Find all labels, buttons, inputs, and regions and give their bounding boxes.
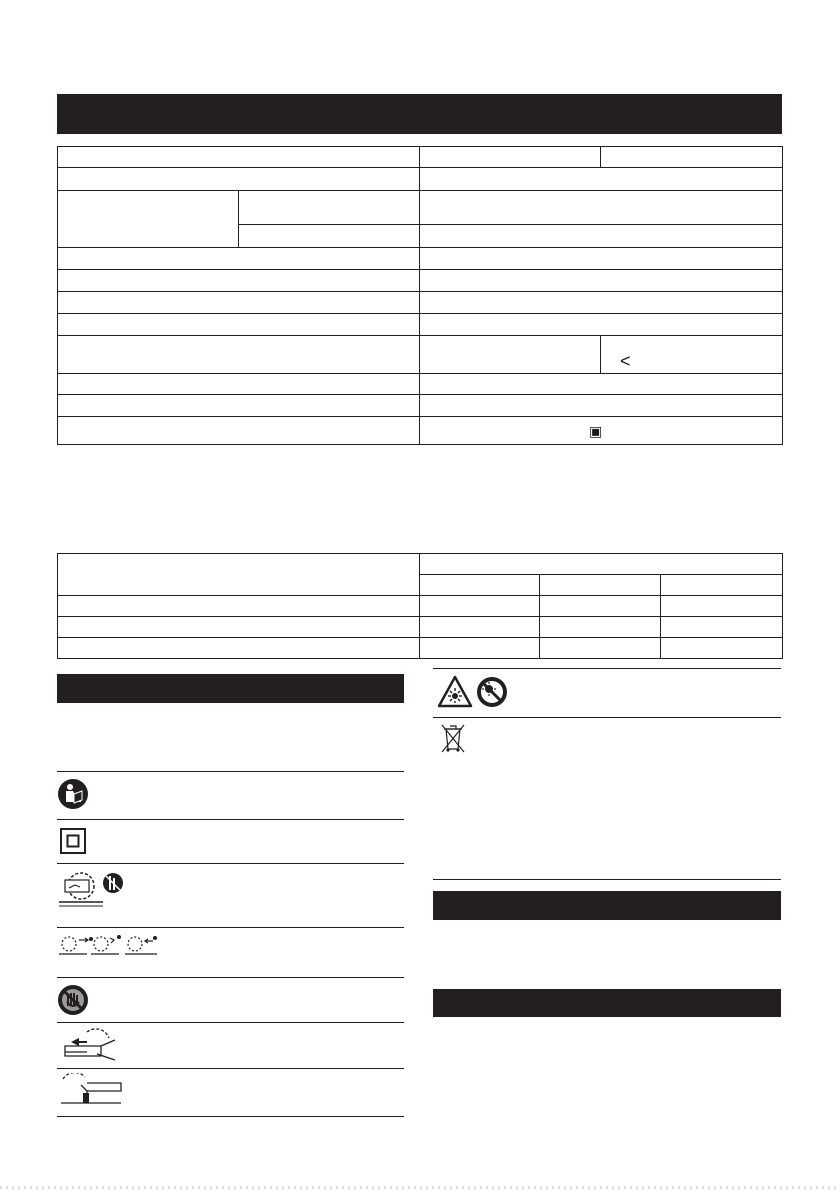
spec-cell [58,374,420,395]
page-bottom-edge [0,1186,840,1189]
spec-cell [58,417,420,445]
spec-cell [58,292,420,314]
blade-cell [419,596,540,617]
symbol-divider [433,668,781,669]
section-header-bar [433,989,781,1017]
double-insulation-icon [60,828,86,854]
blade-cell [58,617,420,638]
blade-cell [419,617,540,638]
blade-cell [661,617,783,638]
spec-cell [419,248,783,270]
blade-guard-icon [57,1073,123,1111]
read-manual-icon [57,778,89,810]
specifications-table [57,146,783,445]
spec-cell [58,336,420,374]
double-insulation-class-symbol: ▣ [589,423,603,439]
blade-cell [540,575,661,596]
spec-cell [419,168,783,191]
spec-cell [58,168,420,191]
less-than-sign: < [620,351,631,371]
blade-cell [58,596,420,617]
blade-cell [419,638,540,659]
laser-warning-icon [438,675,510,709]
spec-cell [58,270,420,292]
blade-cell [419,575,540,596]
symbol-divider [57,771,404,772]
spec-cell [58,314,420,336]
blade-cell [540,638,661,659]
spec-cell [419,225,783,248]
spec-cell [419,314,783,336]
spec-cell [419,292,783,314]
symbol-divider [57,819,404,820]
keep-hands-away-from-blade-icon [57,868,127,912]
symbol-divider [57,1116,404,1117]
symbol-divider [433,879,781,880]
blade-cell [540,617,661,638]
blade-table [57,553,783,659]
symbol-divider [57,1068,404,1069]
blade-cell [661,575,783,596]
spec-cell [58,248,420,270]
spec-cell [58,191,239,248]
spec-cell [238,225,419,248]
cutting-direction-icon [57,1028,121,1064]
spec-cell [58,147,420,168]
no-hands-icon [57,984,89,1016]
blade-cell [419,554,783,575]
spec-cell [601,147,783,168]
symbol-divider [433,717,781,718]
spec-cell [419,395,783,417]
spec-cell [58,395,420,417]
section-header-bar [433,891,781,920]
weee-disposal-icon [440,722,466,754]
spec-cell [419,336,601,374]
blade-cell [58,554,420,596]
specifications-header-bar [57,94,782,134]
spec-cell [419,191,783,225]
blade-direction-icon [57,932,163,960]
spec-cell [419,147,601,168]
blade-cell [540,596,661,617]
symbol-divider [57,863,404,864]
spec-cell [238,191,419,225]
symbol-divider [57,1022,404,1023]
spec-cell [419,374,783,395]
blade-cell [661,638,783,659]
symbol-divider [57,977,404,978]
blade-cell [661,596,783,617]
symbol-divider [57,927,404,928]
symbols-header-bar [57,674,404,703]
blade-cell [58,638,420,659]
spec-cell [419,270,783,292]
